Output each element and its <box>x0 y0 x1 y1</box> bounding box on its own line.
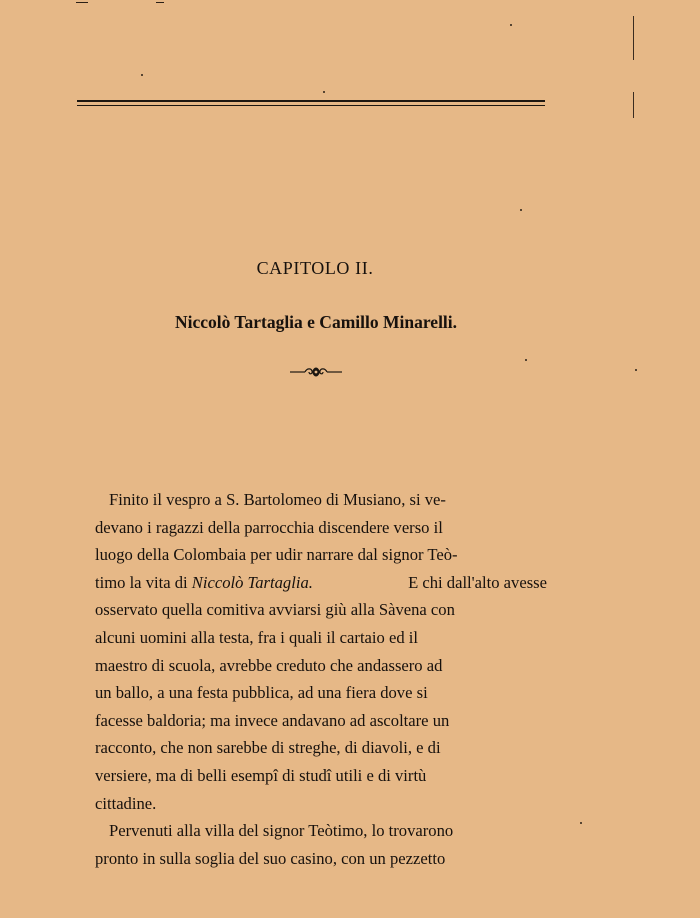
scan-speck <box>510 24 512 26</box>
rule-line-thick <box>77 100 545 102</box>
text-span: timo la vita di <box>95 572 192 592</box>
scan-speck <box>525 359 527 361</box>
header-double-rule <box>77 100 545 107</box>
scan-speck <box>141 74 143 76</box>
chapter-subtitle: Niccolò Tartaglia e Camillo Minarelli. <box>174 312 458 332</box>
ornament-divider-icon <box>288 364 344 380</box>
text-line: maestro di scuola, avrebbe creduto che andassero ad <box>95 655 443 675</box>
text-line: devano i ragazzi della parrocchia discendere verso il <box>95 517 443 537</box>
text-line: un ballo, a una festa pubblica, ad una fiera dove si <box>95 683 428 703</box>
scan-speck <box>76 2 88 3</box>
rule-line-thin <box>77 105 545 106</box>
italic-name: Niccolò Tartaglia. <box>191 572 313 592</box>
page-edge-mark <box>633 92 634 118</box>
text-line: osservato quella comitiva avviarsi giù alla Sàvena con <box>95 600 455 620</box>
page-edge-mark <box>633 16 634 60</box>
body-text <box>95 486 547 872</box>
text-span: E chi dall'alto avesse <box>408 572 547 592</box>
text-line: pronto in sulla soglia del suo casino, con un pezzetto <box>95 848 446 868</box>
text-line: racconto, che non sarebbe di streghe, di diavoli, e di <box>95 738 441 758</box>
text-line: facesse baldoria; ma invece andavano ad ascoltare un <box>95 710 450 730</box>
text-line: Pervenuti alla villa del signor Teòtimo, lo trovarono <box>109 821 454 841</box>
text-line: alcuni uomini alla testa, fra i quali il cartaio ed il <box>95 627 419 647</box>
text-line: versiere, ma di belli esempî di studî utili e di virtù <box>95 765 427 785</box>
scan-speck <box>635 369 637 371</box>
scan-speck <box>520 209 522 211</box>
scan-speck <box>323 91 325 93</box>
text-line: Finito il vespro a S. Bartolomeo di Musiano, si ve- <box>109 490 446 509</box>
text-line: luogo della Colombaia per udir narrare dal signor Teò- <box>95 545 458 565</box>
chapter-title: CAPITOLO II. <box>256 258 374 278</box>
scan-speck <box>580 822 582 824</box>
text-line: cittadine. <box>95 793 157 813</box>
text-line-with-italic <box>95 569 547 597</box>
scan-speck <box>156 2 164 3</box>
